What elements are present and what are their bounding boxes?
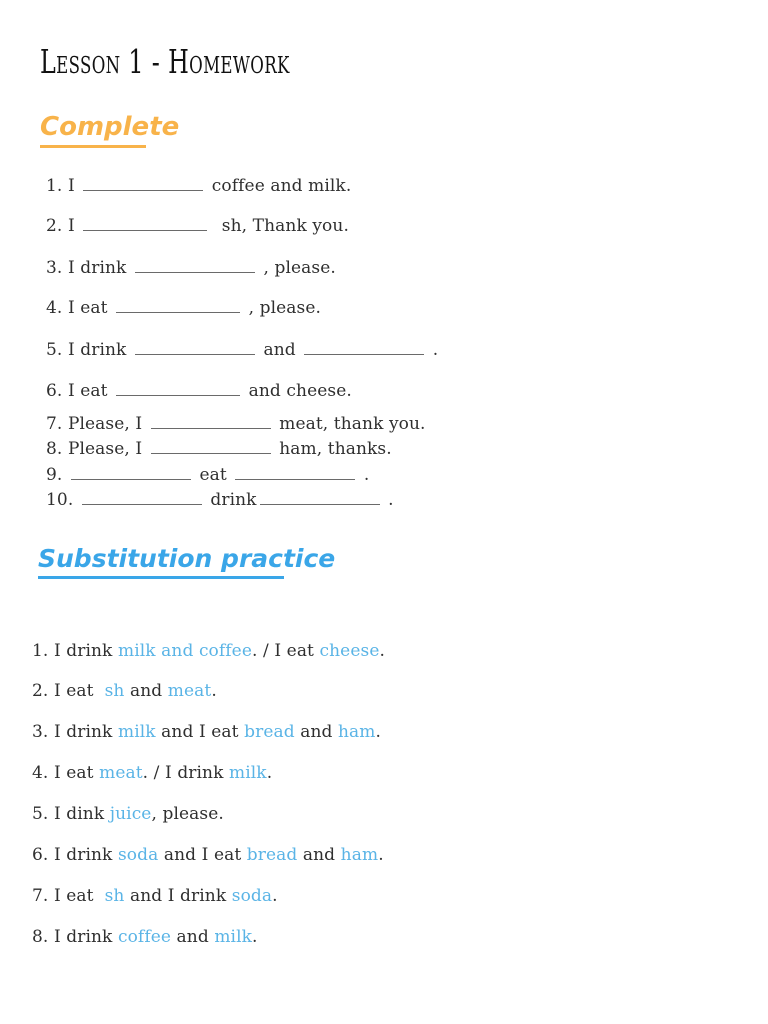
substitution-item-4 xyxy=(32,763,272,783)
highlight-word: bread xyxy=(244,722,295,742)
item-text: . / I eat xyxy=(252,641,320,661)
item-text: I drink xyxy=(67,258,127,278)
complete-item-9 xyxy=(46,465,369,485)
item-text: and xyxy=(124,681,168,701)
item-text: I drink xyxy=(53,927,118,947)
highlight-word: milk xyxy=(117,722,156,742)
item-text: I eat xyxy=(67,381,108,401)
highlight-word: meat xyxy=(99,763,143,783)
item-text: drink xyxy=(210,490,257,510)
answer-blank[interactable] xyxy=(304,340,424,355)
substitution-item-6 xyxy=(32,845,384,865)
item-text: and I eat xyxy=(155,722,245,742)
item-text: . xyxy=(375,722,382,742)
item-text: , please. xyxy=(263,258,336,278)
item-text: I dink xyxy=(53,804,110,824)
item-number: 1. xyxy=(32,641,49,661)
item-text: . xyxy=(388,490,394,510)
item-text: and xyxy=(171,927,215,947)
item-number: 9. xyxy=(46,465,63,485)
complete-item-1 xyxy=(46,176,351,196)
substitution-heading-label: Substitution practice xyxy=(38,544,336,573)
substitution-item-2 xyxy=(32,681,217,701)
item-text: . xyxy=(379,641,385,661)
complete-heading xyxy=(40,114,179,140)
complete-heading-underline xyxy=(40,145,146,148)
answer-blank[interactable] xyxy=(235,465,355,480)
item-text: I drink xyxy=(53,722,118,742)
complete-item-2 xyxy=(46,216,349,236)
item-text: and I drink xyxy=(124,886,232,906)
item-text: . xyxy=(252,927,258,947)
item-text: Please, I xyxy=(67,439,143,459)
complete-item-3 xyxy=(46,258,336,278)
item-number: 8. xyxy=(32,927,49,947)
item-text: I xyxy=(67,216,75,236)
item-text: I drink xyxy=(53,845,118,865)
answer-blank[interactable] xyxy=(151,439,271,454)
item-text: Please, I xyxy=(67,414,143,434)
complete-item-6 xyxy=(46,381,352,401)
item-text: I eat xyxy=(53,681,105,701)
item-text: and xyxy=(294,722,338,742)
item-text: I eat xyxy=(53,886,105,906)
item-number: 5. xyxy=(46,340,63,360)
page-title: Lesson 1 - Homework xyxy=(40,42,290,81)
substitution-item-5 xyxy=(32,804,224,824)
substitution-item-7 xyxy=(32,886,278,906)
item-text: coffee and milk. xyxy=(211,176,352,196)
highlight-word: sh xyxy=(104,886,125,906)
answer-blank[interactable] xyxy=(116,381,240,396)
highlight-word: milk xyxy=(229,763,267,783)
substitution-item-1 xyxy=(32,641,385,661)
substitution-heading xyxy=(38,546,335,571)
highlight-word: sh xyxy=(104,681,125,701)
highlight-word: ham xyxy=(340,845,379,865)
highlight-word: milk xyxy=(214,927,253,947)
item-number: 3. xyxy=(32,722,49,742)
item-text: sh, Thank you. xyxy=(221,216,349,236)
item-text: I eat xyxy=(67,298,108,318)
complete-item-5 xyxy=(46,340,438,360)
item-text: . xyxy=(378,845,384,865)
complete-heading-label: Complete xyxy=(40,112,180,142)
answer-blank[interactable] xyxy=(71,465,191,480)
highlight-word: coffee xyxy=(117,927,172,947)
item-number: 7. xyxy=(46,414,63,434)
item-text: . xyxy=(363,465,370,485)
complete-item-7 xyxy=(46,414,426,434)
item-text: and cheese. xyxy=(248,381,352,401)
item-text: I drink xyxy=(53,641,118,661)
complete-item-8 xyxy=(46,439,392,459)
item-text: . xyxy=(211,681,217,701)
item-text: . xyxy=(432,340,439,360)
item-text: meat, thank you. xyxy=(279,414,426,434)
highlight-word: ham xyxy=(337,722,376,742)
highlight-word: cheese xyxy=(319,641,380,661)
highlight-word: meat xyxy=(167,681,212,701)
item-number: 8. xyxy=(46,439,63,459)
item-number: 3. xyxy=(46,258,63,278)
highlight-word: soda xyxy=(231,886,273,906)
answer-blank[interactable] xyxy=(116,298,240,313)
item-text: . xyxy=(272,886,278,906)
highlight-word: soda xyxy=(117,845,159,865)
highlight-word: milk and coffee xyxy=(117,641,252,661)
item-text: . xyxy=(266,763,273,783)
item-number: 4. xyxy=(32,763,49,783)
item-text: and I eat xyxy=(158,845,247,865)
answer-blank[interactable] xyxy=(260,490,380,505)
answer-blank[interactable] xyxy=(83,176,203,191)
item-text: eat xyxy=(199,465,227,485)
item-number: 6. xyxy=(46,381,63,401)
item-number: 1. xyxy=(46,176,63,196)
item-text: , please. xyxy=(151,804,224,824)
answer-blank[interactable] xyxy=(151,414,271,429)
item-text: ham, thanks. xyxy=(279,439,392,459)
item-text: I xyxy=(67,176,75,196)
answer-blank[interactable] xyxy=(82,490,202,505)
item-text: and xyxy=(297,845,341,865)
item-number: 10. xyxy=(46,490,74,510)
answer-blank[interactable] xyxy=(83,216,207,231)
substitution-item-8 xyxy=(32,927,258,947)
item-number: 2. xyxy=(46,216,63,236)
item-number: 4. xyxy=(46,298,63,318)
item-number: 2. xyxy=(32,681,49,701)
highlight-word: bread xyxy=(246,845,298,865)
answer-blank[interactable] xyxy=(135,340,255,355)
item-text: . / I drink xyxy=(142,763,230,783)
complete-item-4 xyxy=(46,298,321,318)
item-text: I drink xyxy=(67,340,127,360)
substitution-item-3 xyxy=(32,722,381,742)
answer-blank[interactable] xyxy=(135,258,255,273)
item-number: 7. xyxy=(32,886,49,906)
substitution-heading-underline xyxy=(38,576,284,579)
item-number: 5. xyxy=(32,804,49,824)
item-text: and xyxy=(263,340,296,360)
complete-item-10 xyxy=(46,490,394,510)
item-text: I eat xyxy=(53,763,100,783)
highlight-word: juice xyxy=(109,804,152,824)
item-text: , please. xyxy=(248,298,322,318)
item-number: 6. xyxy=(32,845,49,865)
